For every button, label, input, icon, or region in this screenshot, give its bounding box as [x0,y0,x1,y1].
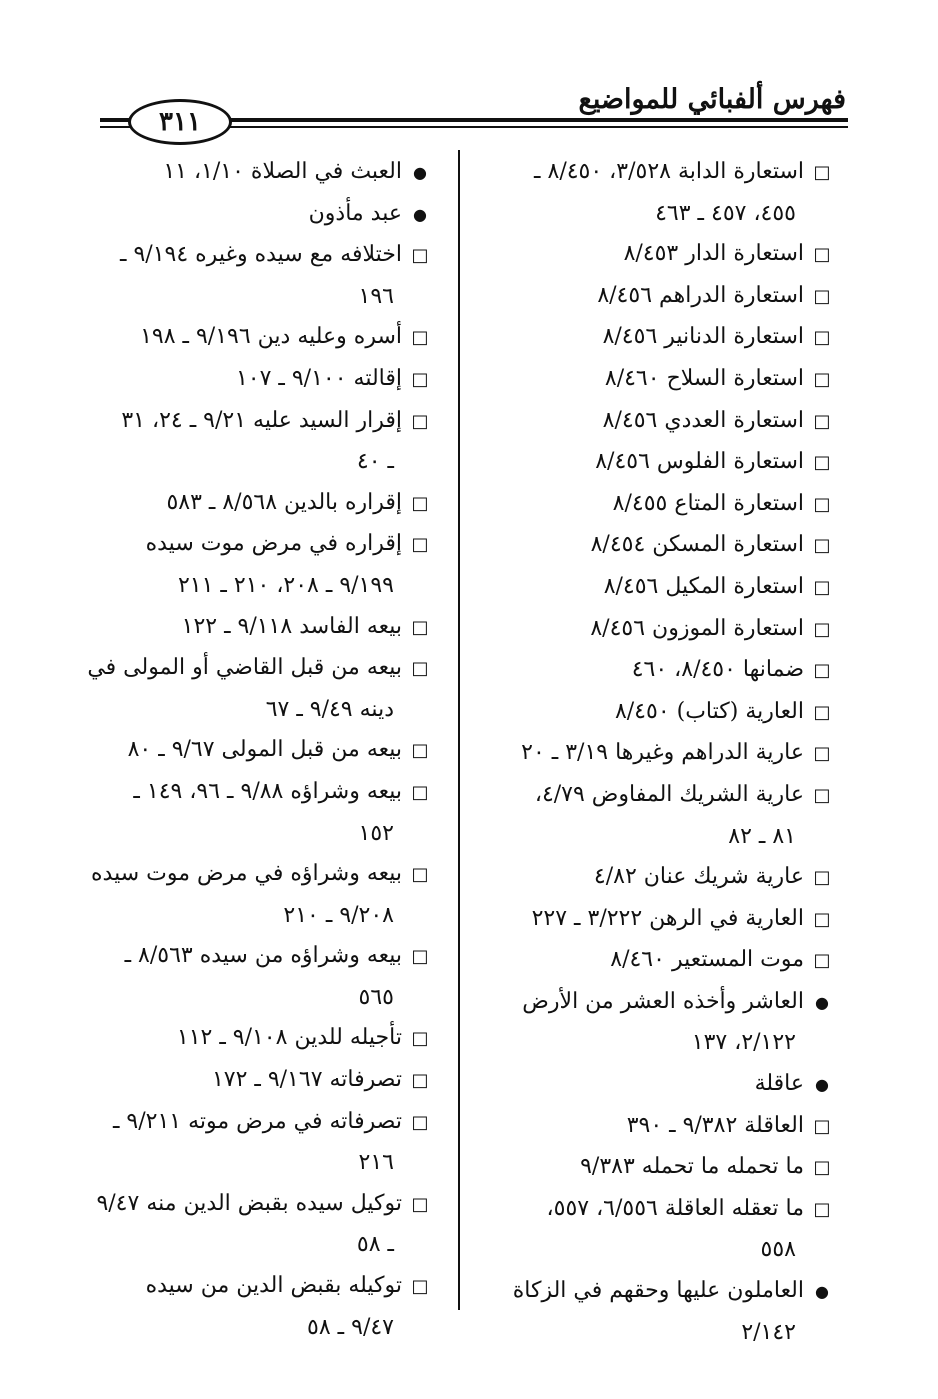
index-sub-entry [74,401,430,443]
entry-text: توكيله بقبض الدين من سيده [145,1273,402,1299]
index-entry-continuation [462,194,832,235]
index-sub-entry [462,152,832,194]
entry-text: ٩/١٩٩ ـ ٢٠٨، ٢١٠ ـ ٢١١ [177,572,394,598]
column-divider [458,150,460,1310]
square-bullet-icon: □ [411,616,429,638]
index-sub-entry [462,484,832,526]
entry-text: ما تحمله ما تحمله ٩/٣٨٣ [580,1154,804,1180]
index-sub-entry [74,235,430,277]
index-sub-entry [74,648,430,690]
square-bullet-icon: □ [813,327,831,349]
bullet-icon: ● [815,1075,829,1095]
entry-text: توكيل سيده بقبض الدين منه ٩/٤٧ [96,1190,402,1216]
index-sub-entry [74,772,430,814]
index-sub-entry [462,525,832,567]
entry-text: بيعه الفاسد ٩/١١٨ ـ ١٢٢ [181,613,402,639]
bullet-icon: ● [413,163,427,182]
index-sub-entry [74,730,430,772]
index-entry-continuation [462,817,832,858]
square-bullet-icon: □ [411,740,429,762]
square-bullet-icon: □ [813,1198,831,1220]
entry-text: إقالته ٩/١٠٠ ـ ١٠٧ [235,365,402,391]
index-sub-entry [462,940,832,982]
index-sub-entry [462,442,832,484]
entry-text: دينه ٩/٤٩ ـ ٦٧ [265,696,394,722]
bullet-icon: ● [413,204,427,224]
index-sub-entry [74,483,430,525]
entry-text: إقراره في مرض موت سيده [145,531,402,557]
entry-text: العاشر وأخذه العشر من الأرض [522,988,804,1014]
square-bullet-icon: □ [813,1157,831,1179]
entry-text: موت المستعير ٨/٤٦٠ [610,947,804,973]
entry-text: ٨١ ـ ٨٢ [728,823,796,849]
index-sub-entry [462,1147,832,1189]
entry-text: ١٩٦ [358,283,394,309]
index-sub-entry [462,567,832,609]
index-main-entry [462,1064,832,1106]
entry-text: ١٥٢ [358,820,394,846]
entry-text: عارية شريك عنان ٤/٨٢ [593,864,804,890]
entry-text: العارية (كتاب) ٨/٤٥٠ [614,698,804,724]
square-bullet-icon: □ [813,535,831,557]
entry-text: ٥٦٥ [358,984,394,1010]
square-bullet-icon: □ [411,1111,429,1133]
square-bullet-icon: □ [411,410,429,432]
entry-text: العاقلة ٩/٣٨٢ ـ ٣٩٠ [626,1112,804,1138]
square-bullet-icon: □ [411,1070,429,1092]
entry-text: عارية الشريك المفاوض ٤/٧٩، [534,781,804,807]
index-entry-continuation [74,442,430,483]
index-entry-continuation [74,566,430,607]
square-bullet-icon: □ [411,245,429,267]
square-bullet-icon: □ [813,950,831,972]
entry-text: ٥٥٨ [760,1237,796,1263]
square-bullet-icon: □ [813,576,831,598]
index-entry-continuation [74,896,430,937]
index-sub-entry [462,775,832,817]
entry-text: العارية في الرهن ٣/٢٢٢ ـ ٢٢٧ [531,905,804,931]
entry-text: إقراره بالدين ٨/٥٦٨ ـ ٥٨٣ [166,489,402,515]
right-column [462,152,832,1353]
square-bullet-icon: □ [813,162,831,183]
entry-text: ٢/١٢٢، ١٣٧ [691,1030,796,1056]
square-bullet-icon: □ [411,864,429,886]
index-entry-continuation [74,690,430,731]
entry-text: بيعه من قبل القاضي أو المولى في [87,655,402,681]
square-bullet-icon: □ [813,660,831,682]
entry-text: تصرفاته ٩/١٦٧ ـ ١٧٢ [211,1067,402,1093]
entry-text: استعارة السلاح ٨/٤٦٠ [604,365,804,391]
index-entry-continuation [74,1308,430,1349]
index-entry-continuation [74,1225,430,1266]
entry-text: استعارة الدار ٨/٤٥٣ [623,241,804,267]
bullet-icon: ● [815,1282,829,1302]
entry-text: استعارة المسكن ٨/٤٥٤ [590,532,804,558]
bullet-icon: ● [815,992,829,1012]
entry-text: ٩/٢٠٨ ـ ٢١٠ [283,902,394,928]
square-bullet-icon: □ [813,908,831,930]
index-entry-continuation [462,1230,832,1271]
entry-text: العاملون عليها وحقهم في الزكاة [512,1278,804,1304]
square-bullet-icon: □ [411,327,429,349]
entry-text: تأجيله للدين ٩/١٠٨ ـ ١١٢ [176,1025,402,1051]
index-entry-continuation [74,277,430,318]
entry-text: إقرار السيد عليه ٩/٢١ ـ ٢٤، ٣١ [121,407,402,433]
index-sub-entry [74,524,430,566]
index-sub-entry [74,1102,430,1144]
entry-text: استعارة المكيل ٨/٤٥٦ [603,573,804,599]
index-sub-entry [462,317,832,359]
index-sub-entry [462,609,832,651]
index-sub-entry [462,234,832,276]
entry-text: استعارة الدنانير ٨/٤٥٦ [602,324,804,350]
square-bullet-icon: □ [813,618,831,640]
index-sub-entry [74,1266,430,1308]
entry-text: بيعه من قبل المولى ٩/٦٧ ـ ٨٠ [127,737,402,763]
index-sub-entry [74,1184,430,1226]
square-bullet-icon: □ [813,1115,831,1137]
square-bullet-icon: □ [411,946,429,968]
entry-text: عبد مأذون [308,200,402,226]
entry-text: استعارة الدابة ٣/٥٢٨، ٨/٤٥٠ ـ [534,159,804,184]
index-entry-continuation [74,978,430,1019]
entry-text: استعارة العددي ٨/٤٥٦ [602,407,804,433]
index-sub-entry [462,276,832,318]
square-bullet-icon: □ [813,452,831,474]
page-number: ٣١١ [128,99,232,145]
square-bullet-icon: □ [813,743,831,765]
square-bullet-icon: □ [411,492,429,514]
square-bullet-icon: □ [411,658,429,680]
entry-text: ٢/١٤٢ [741,1319,796,1345]
entry-text: استعارة المتاع ٨/٤٥٥ [612,490,804,516]
index-sub-entry [74,359,430,401]
square-bullet-icon: □ [411,368,429,390]
index-sub-entry [74,936,430,978]
entry-text: عارية الدراهم وغيرها ٣/١٩ ـ ٢٠ [521,740,804,766]
index-sub-entry [74,854,430,896]
index-main-entry [74,152,430,194]
index-sub-entry [462,359,832,401]
index-entry-continuation [74,1143,430,1184]
entry-text: ـ ٤٠ [356,449,394,475]
entry-text: ٢١٦ [358,1150,394,1176]
index-sub-entry [462,650,832,692]
index-sub-entry [74,1060,430,1102]
entry-text: بيعه وشراؤه في مرض موت سيده [91,861,402,887]
entry-text: ما تعقله العاقلة ٦/٥٥٦، ٥٥٧، [546,1195,804,1221]
index-main-entry [462,982,832,1024]
left-column [74,152,430,1348]
square-bullet-icon: □ [813,867,831,889]
entry-text: العبث في الصلاة ١/١٠، ١١ [163,159,402,184]
index-sub-entry [462,401,832,443]
square-bullet-icon: □ [813,368,831,390]
index-entry-continuation [74,814,430,855]
square-bullet-icon: □ [813,410,831,432]
square-bullet-icon: □ [813,285,831,307]
square-bullet-icon: □ [411,534,429,556]
entry-text: أسره وعليه دين ٩/١٩٦ ـ ١٩٨ [140,324,402,350]
entry-text: ـ ٥٨ [356,1232,394,1258]
square-bullet-icon: □ [411,781,429,803]
entry-text: ٩/٤٧ ـ ٥٨ [307,1314,394,1340]
square-bullet-icon: □ [411,1193,429,1215]
entry-text: استعارة الدراهم ٨/٤٥٦ [597,282,804,308]
square-bullet-icon: □ [813,493,831,515]
entry-text: عاقلة [754,1071,804,1097]
index-entry-continuation [462,1023,832,1064]
square-bullet-icon: □ [813,784,831,806]
square-bullet-icon: □ [411,1276,429,1298]
index-sub-entry [462,1106,832,1148]
entry-text: ٤٥٥، ٤٥٧ ـ ٤٦٣ [655,200,796,226]
index-main-entry [74,194,430,236]
entry-text: استعارة الموزون ٨/٤٥٦ [590,615,804,641]
index-sub-entry [462,1189,832,1231]
index-sub-entry [74,1018,430,1060]
entry-text: اختلافه مع سيده وغيره ٩/١٩٤ ـ [120,242,402,268]
index-title: فهرس ألفبائي للمواضيع [578,84,846,115]
index-sub-entry [462,733,832,775]
index-sub-entry [462,899,832,941]
entry-text: بيعه وشراؤه من سيده ٨/٥٦٣ ـ [124,943,402,969]
index-sub-entry [74,317,430,359]
square-bullet-icon: □ [813,244,831,266]
index-sub-entry [462,857,832,899]
index-entry-continuation [462,1313,832,1354]
entry-text: ضمانها ٨/٤٥٠، ٤٦٠ [631,657,804,683]
index-main-entry [462,1271,832,1313]
entry-text: بيعه وشراؤه ٩/٨٨ ـ ٩٦، ١٤٩ ـ [133,778,402,804]
square-bullet-icon: □ [411,1028,429,1050]
square-bullet-icon: □ [813,701,831,723]
entry-text: استعارة الفلوس ٨/٤٥٦ [595,449,804,475]
index-sub-entry [74,607,430,649]
entry-text: تصرفاته في مرض موته ٩/٢١١ ـ [112,1108,402,1134]
index-sub-entry [462,692,832,734]
